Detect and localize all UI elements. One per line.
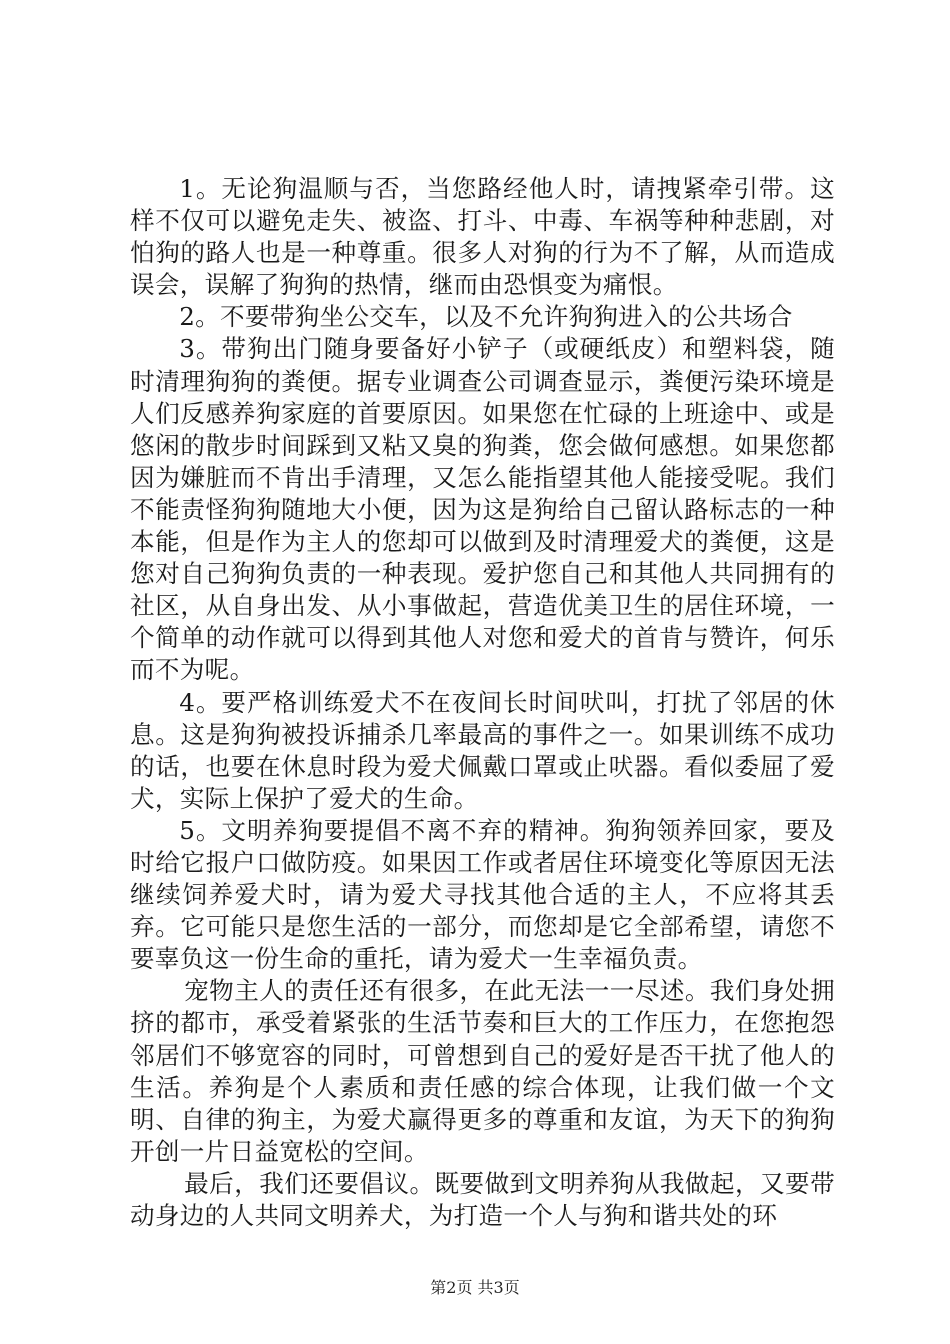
page-number: 第2页 共3页: [430, 1278, 520, 1297]
paragraph-closing: 最后，我们还要倡议。既要做到文明养狗从我做起，又要带动身边的人共同文明养犬，为打造一个人与狗和谐共处的环: [130, 1168, 835, 1230]
paragraph-responsibility: 宠物主人的责任还有很多，在此无法一一尽述。我们身处拥挤的都市，承受着紧张的生活节奏和巨大的工作压力，在您抱怨邻居们不够宽容的同时，可曾想到自己的爱好是否干扰了他人的生活。养狗是个人素质和责任感的综合体现，让我们做一个文明、自律的狗主，为爱犬赢得更多的尊重和友谊，为天下的狗狗开创一片日益宽松的空间。: [130, 976, 835, 1166]
paragraph-item-5: 5。文明养狗要提倡不离不弃的精神。狗狗领养回家，要及时给它报户口做防疫。如果因工作或者居住环境变化等原因无法继续饲养爱犬时，请为爱犬寻找其他合适的主人，不应将其丢弃。它可能只是您生活的一部分，而您却是它全部希望，请您不要辜负这一份生命的重托，请为爱犬一生幸福负责。: [130, 815, 835, 974]
paragraph-item-3: 3。带狗出门随身要备好小铲子（或硬纸皮）和塑料袋，随时清理狗狗的粪便。据专业调查公司调查显示，粪便污染环境是人们反感养狗家庭的首要原因。如果您在忙碌的上班途中、或是悠闲的散步时间踩到又粘又臭的狗粪，您会做何感想。如果您都因为嫌脏而不肯出手清理，又怎么能指望其他人能接受呢。我们不能责怪狗狗随地大小便，因为这是狗给自己留认路标志的一种本能，但是作为主人的您却可以做到及时清理爱犬的粪便，这是您对自己狗狗负责的一种表现。爱护您自己和其他人共同拥有的社区，从自身出发、从小事做起，营造优美卫生的居住环境，一个简单的动作就可以得到其他人对您和爱犬的首肯与赞许，何乐而不为呢。: [130, 334, 835, 685]
page-footer: [0, 1278, 950, 1298]
paragraph-item-1: 1。无论狗温顺与否，当您路经他人时，请拽紧牵引带。这样不仅可以避免走失、被盗、打斗、中毒、车祸等种种悲剧，对怕狗的路人也是一种尊重。很多人对狗的行为不了解，从而造成误会，误解了狗狗的热情，继而由恐惧变为痛恨。: [130, 174, 835, 300]
paragraph-item-2: 2。不要带狗坐公交车，以及不允许狗狗进入的公共场合: [179, 302, 793, 332]
paragraph-item-4: 4。要严格训练爱犬不在夜间长时间吠叫，打扰了邻居的休息。这是狗狗被投诉捕杀几率最高的事件之一。如果训练不成功的话，也要在休息时段为爱犬佩戴口罩或止吠器。看似委屈了爱犬，实际上保护了爱犬的生命。: [130, 687, 835, 813]
document-body: [130, 173, 835, 1232]
